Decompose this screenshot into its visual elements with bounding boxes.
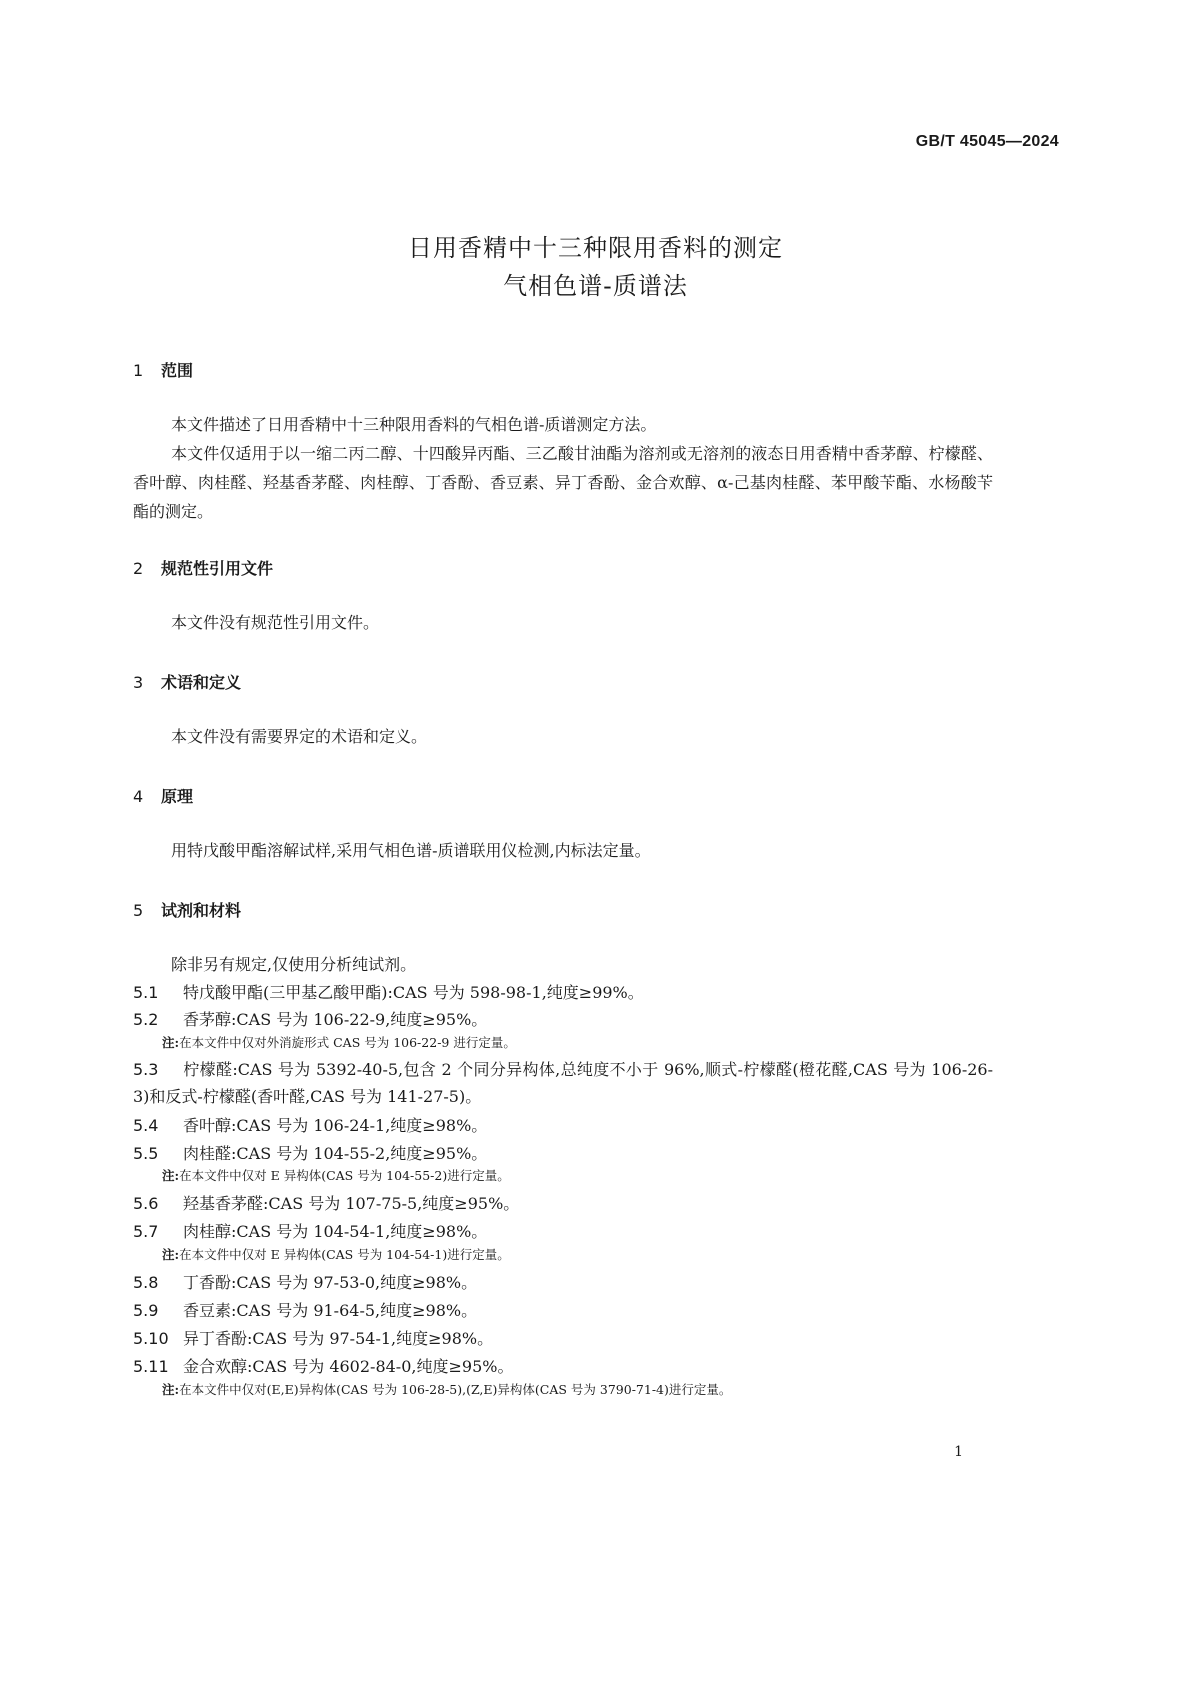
list-item	[133, 1140, 993, 1167]
item-number: 5.3	[133, 1060, 159, 1079]
section-1-heading	[133, 358, 193, 381]
item-number: 5.8	[133, 1273, 159, 1292]
note-text: 在本文件中仅对 E 异构体(CAS 号为 104-54-1)进行定量。	[179, 1247, 510, 1262]
list-item	[133, 1353, 993, 1380]
note	[162, 1034, 516, 1052]
item-text: 异丁香酚:CAS 号为 97-54-1,纯度≥98%。	[183, 1329, 494, 1348]
list-item	[133, 1112, 993, 1139]
page-number: 1	[954, 1444, 963, 1460]
item-number: 5.1	[133, 983, 159, 1002]
item-text: 柠檬醛:CAS 号为 5392-40-5,包含 2 个同分异构体,总纯度不小于 96%,顺式-柠檬醛(橙花醛,CAS 号为 106-26-3)和反式-柠檬醛(香叶醛,CAS 号为 141-27-5)。	[133, 1060, 993, 1106]
section-title: 规范性引用文件	[161, 559, 274, 578]
item-number: 5.5	[133, 1144, 159, 1163]
item-text: 香茅醇:CAS 号为 106-22-9,纯度≥95%。	[183, 1010, 488, 1029]
standard-number: GB/T 45045—2024	[915, 133, 1059, 150]
list-item	[133, 1297, 993, 1324]
section-title: 原理	[161, 787, 194, 806]
note-label: 注:	[162, 1035, 180, 1050]
list-item	[133, 1325, 993, 1352]
note	[162, 1246, 510, 1264]
item-text: 丁香酚:CAS 号为 97-53-0,纯度≥98%。	[183, 1273, 478, 1292]
item-number: 5.6	[133, 1194, 159, 1213]
section-number: 3	[133, 673, 144, 692]
item-number: 5.10	[133, 1329, 169, 1348]
note-text: 在本文件中仅对外消旋形式 CAS 号为 106-22-9 进行定量。	[179, 1035, 516, 1050]
paragraph: 本文件没有需要界定的术语和定义。	[171, 727, 428, 746]
section-2-heading	[133, 556, 273, 579]
section-title: 试剂和材料	[161, 901, 242, 920]
section-3-heading	[133, 670, 241, 693]
item-number: 5.9	[133, 1301, 159, 1320]
note-text: 在本文件中仅对(E,E)异构体(CAS 号为 106-28-5),(Z,E)异构体(CAS 号为 3790-71-4)进行定量。	[179, 1382, 732, 1397]
list-item	[133, 979, 993, 1006]
item-number: 5.7	[133, 1222, 159, 1241]
section-number: 2	[133, 559, 144, 578]
item-text: 香豆素:CAS 号为 91-64-5,纯度≥98%。	[183, 1301, 478, 1320]
section-number: 1	[133, 361, 144, 380]
item-text: 金合欢醇:CAS 号为 4602-84-0,纯度≥95%。	[183, 1357, 514, 1376]
list-item	[133, 1006, 993, 1033]
note-text: 在本文件中仅对 E 异构体(CAS 号为 104-55-2)进行定量。	[179, 1168, 510, 1183]
section-title: 范围	[161, 361, 194, 380]
list-item	[133, 1269, 993, 1296]
list-item	[133, 1056, 993, 1110]
paragraph: 本文件仅适用于以一缩二丙二醇、十四酸异丙酯、三乙酸甘油酯为溶剂或无溶剂的液态日用香精中香茅醇、柠檬醛、香叶醇、肉桂醛、羟基香茅醛、肉桂醇、丁香酚、香豆素、异丁香酚、金合欢醇、α-己基肉桂醛、苯甲酸苄酯、水杨酸苄酯的测定。	[133, 444, 993, 521]
paragraph: 本文件描述了日用香精中十三种限用香料的气相色谱-质谱测定方法。	[171, 415, 657, 434]
paragraph: 用特戊酸甲酯溶解试样,采用气相色谱-质谱联用仪检测,内标法定量。	[171, 841, 651, 860]
list-item	[133, 1218, 993, 1245]
note	[162, 1167, 510, 1185]
item-number: 5.4	[133, 1116, 159, 1135]
section-number: 4	[133, 787, 144, 806]
paragraph: 除非另有规定,仅使用分析纯试剂。	[171, 955, 417, 974]
item-text: 特戊酸甲酯(三甲基乙酸甲酯):CAS 号为 598-98-1,纯度≥99%。	[183, 983, 644, 1002]
note	[162, 1381, 731, 1399]
document-subtitle: 气相色谱-质谱法	[503, 272, 688, 300]
item-number: 5.2	[133, 1010, 159, 1029]
paragraph: 本文件没有规范性引用文件。	[171, 613, 380, 632]
document-title: 日用香精中十三种限用香料的测定	[408, 234, 783, 262]
item-text: 肉桂醇:CAS 号为 104-54-1,纯度≥98%。	[183, 1222, 488, 1241]
note-label: 注:	[162, 1382, 180, 1397]
section-5-heading	[133, 898, 241, 921]
note-label: 注:	[162, 1168, 180, 1183]
list-item	[133, 1190, 993, 1217]
section-title: 术语和定义	[161, 673, 242, 692]
item-number: 5.11	[133, 1357, 169, 1376]
item-text: 肉桂醛:CAS 号为 104-55-2,纯度≥95%。	[183, 1144, 488, 1163]
note-label: 注:	[162, 1247, 180, 1262]
item-text: 羟基香茅醛:CAS 号为 107-75-5,纯度≥95%。	[183, 1194, 520, 1213]
section-4-heading	[133, 784, 193, 807]
section-number: 5	[133, 901, 144, 920]
item-text: 香叶醇:CAS 号为 106-24-1,纯度≥98%。	[183, 1116, 488, 1135]
